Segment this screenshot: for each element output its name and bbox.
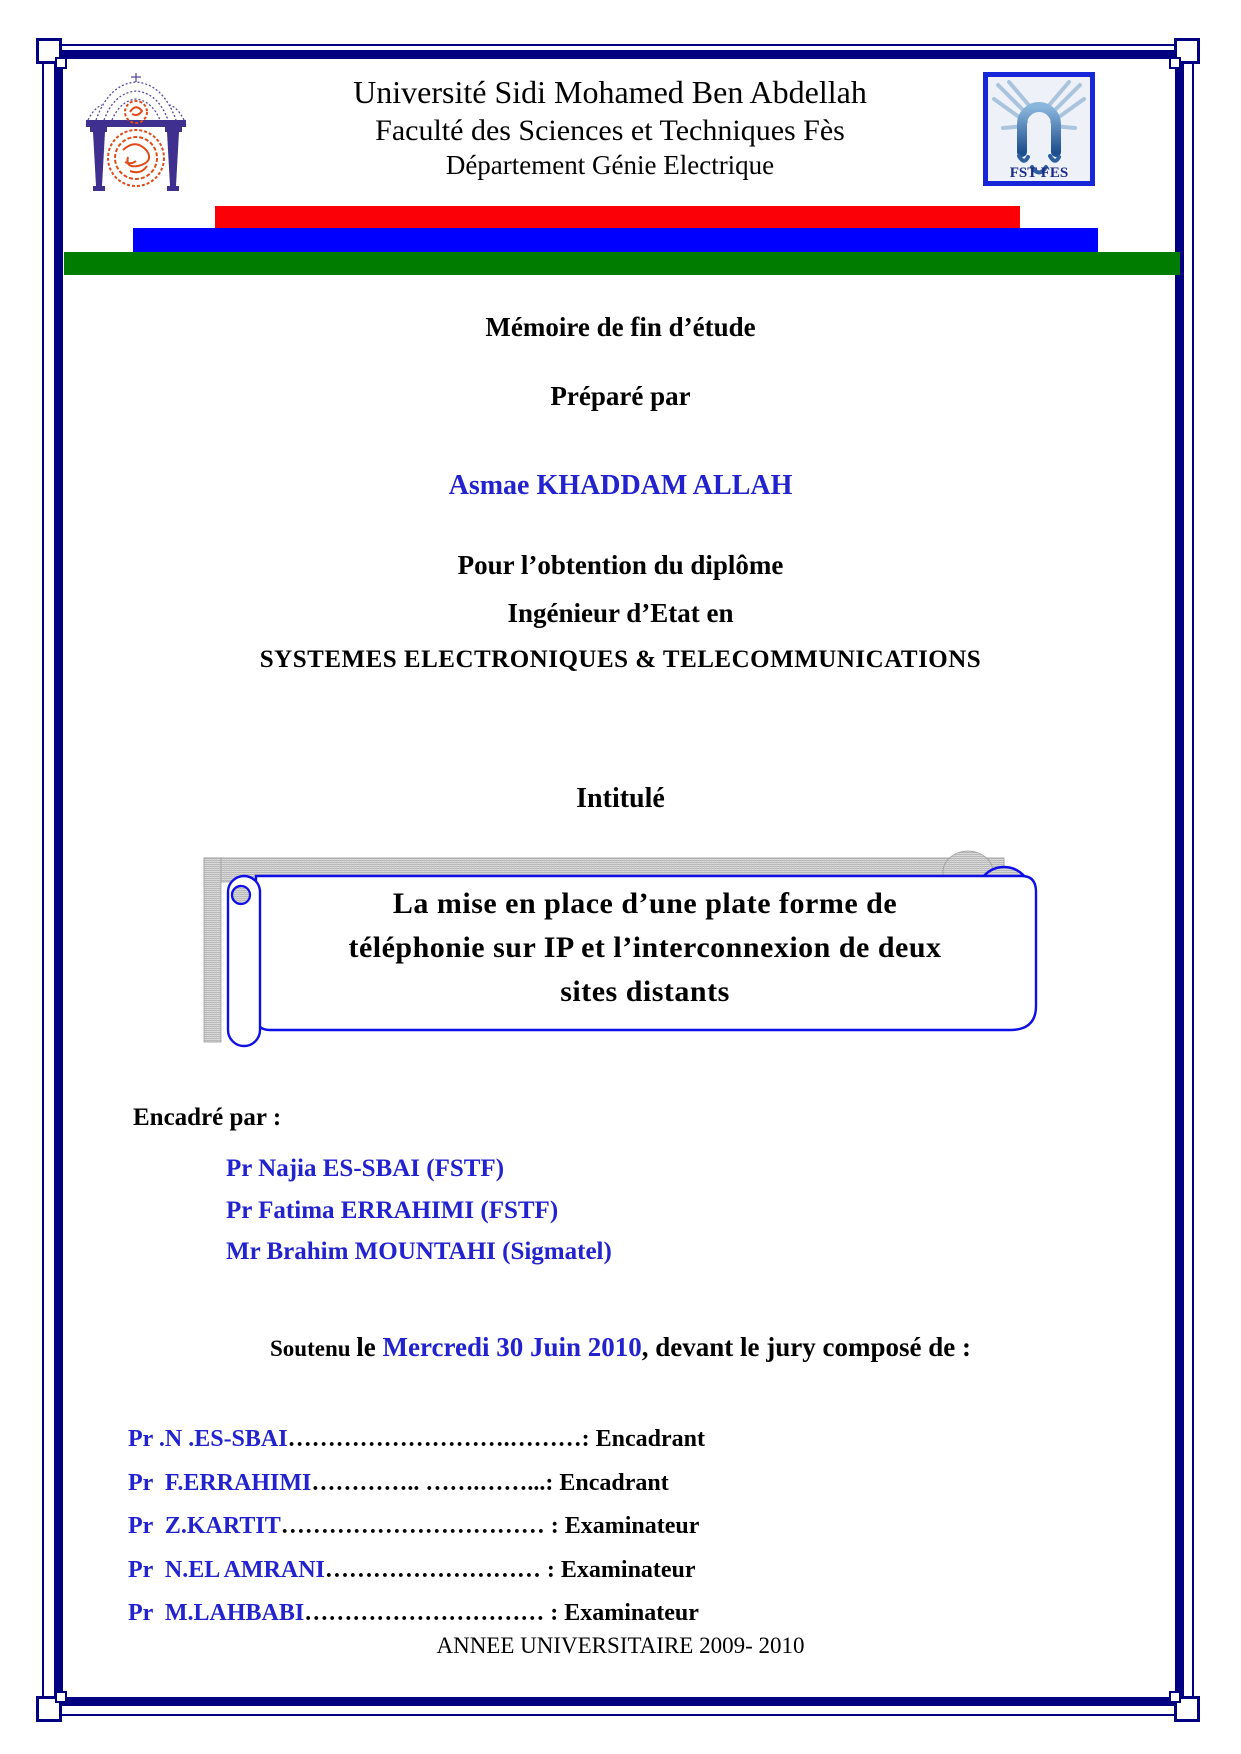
jury-dots: ………….. …….……... [311, 1469, 546, 1496]
prepared-by-label: Préparé par [550, 381, 691, 411]
jury-list [128, 1426, 705, 1644]
supervisor-item: Pr Najia ES-SBAI (FSTF) [226, 1155, 505, 1182]
thesis-title-line-1: La mise en place d’une plate forme de [392, 887, 898, 920]
defense-suffix: , devant le jury composé de : [641, 1332, 971, 1362]
jury-role: : Encadrant [545, 1469, 669, 1496]
decor-bar-blue [133, 228, 1098, 252]
fst-logo [983, 72, 1095, 191]
supervisor-item: Pr Fatima ERRAHIMI (FSTF) [226, 1196, 559, 1224]
memoire-title: Mémoire de fin d’étude [485, 312, 756, 342]
thesis-title [258, 882, 1032, 1014]
jury-role: : Encadrant [581, 1426, 705, 1452]
jury-row [128, 1470, 705, 1514]
header-title-block [200, 72, 1020, 182]
decor-bar-green [64, 252, 1180, 275]
border-corner-knot-icon [1174, 1696, 1200, 1722]
jury-name: Pr .N .ES-SBAI [128, 1426, 288, 1452]
thesis-title-line-3: sites distants [560, 975, 730, 1008]
jury-role: : Examinateur [546, 1556, 696, 1583]
diploma-line-1: Pour l’obtention du diplôme [457, 550, 784, 580]
supervisor-item: Mr Brahim MOUNTAHI (Sigmatel) [226, 1238, 612, 1265]
thesis-title-line-2: téléphonie sur IP et l’interconnexion de deux [348, 931, 942, 964]
jury-name: Pr Z.KARTIT [128, 1513, 281, 1539]
supervisor-list [226, 1155, 612, 1280]
decor-bar-red [215, 206, 1020, 228]
university-name: Université Sidi Mohamed Ben Abdellah [353, 74, 867, 110]
defense-line [0, 1332, 1241, 1363]
title-scroll-banner [198, 850, 1062, 1072]
jury-dots: ……………………… [324, 1556, 547, 1583]
author-name: Asmae KHADDAM ALLAH [448, 470, 793, 501]
defense-prefix: le [356, 1332, 383, 1362]
academic-year: ANNEE UNIVERSITAIRE 2009- 2010 [436, 1633, 805, 1658]
jury-row [128, 1426, 705, 1470]
diploma-line-2: Ingénieur d’Etat en [507, 598, 734, 628]
border-corner-knot-icon [1174, 38, 1200, 64]
defense-date: Mercredi 30 Juin 2010 [382, 1332, 642, 1362]
jury-dots: …………………………… [280, 1513, 551, 1539]
university-emblem-icon [76, 68, 196, 205]
jury-name: Pr N.EL AMRANI [128, 1556, 325, 1583]
jury-name: Pr F.ERRAHIMI [128, 1469, 312, 1496]
border-corner-knot-icon [36, 1696, 62, 1722]
encadre-par-label: Encadré par : [133, 1104, 282, 1131]
department-name: Département Génie Electrique [445, 150, 775, 180]
defense-prefix-small: Soutenu [270, 1336, 357, 1361]
fst-logo-caption: FST FES [1009, 165, 1069, 181]
jury-row [128, 1513, 705, 1557]
jury-role: : Examinateur [550, 1513, 700, 1539]
faculty-name: Faculté des Sciences et Techniques Fès [375, 114, 845, 147]
jury-role: : Examinateur [550, 1600, 699, 1626]
jury-name: Pr M.LAHBABI [128, 1600, 305, 1626]
jury-dots: ……………………….……… [287, 1426, 582, 1452]
fst-logo-icon [983, 72, 1095, 186]
jury-row [128, 1557, 705, 1601]
border-corner-knot-icon [36, 38, 62, 64]
intitule-label: Intitulé [576, 783, 665, 814]
jury-dots: ………………………… [304, 1600, 551, 1626]
diploma-line-3: SYSTEMES ELECTRONIQUES & TELECOMMUNICATIONS [259, 646, 982, 673]
